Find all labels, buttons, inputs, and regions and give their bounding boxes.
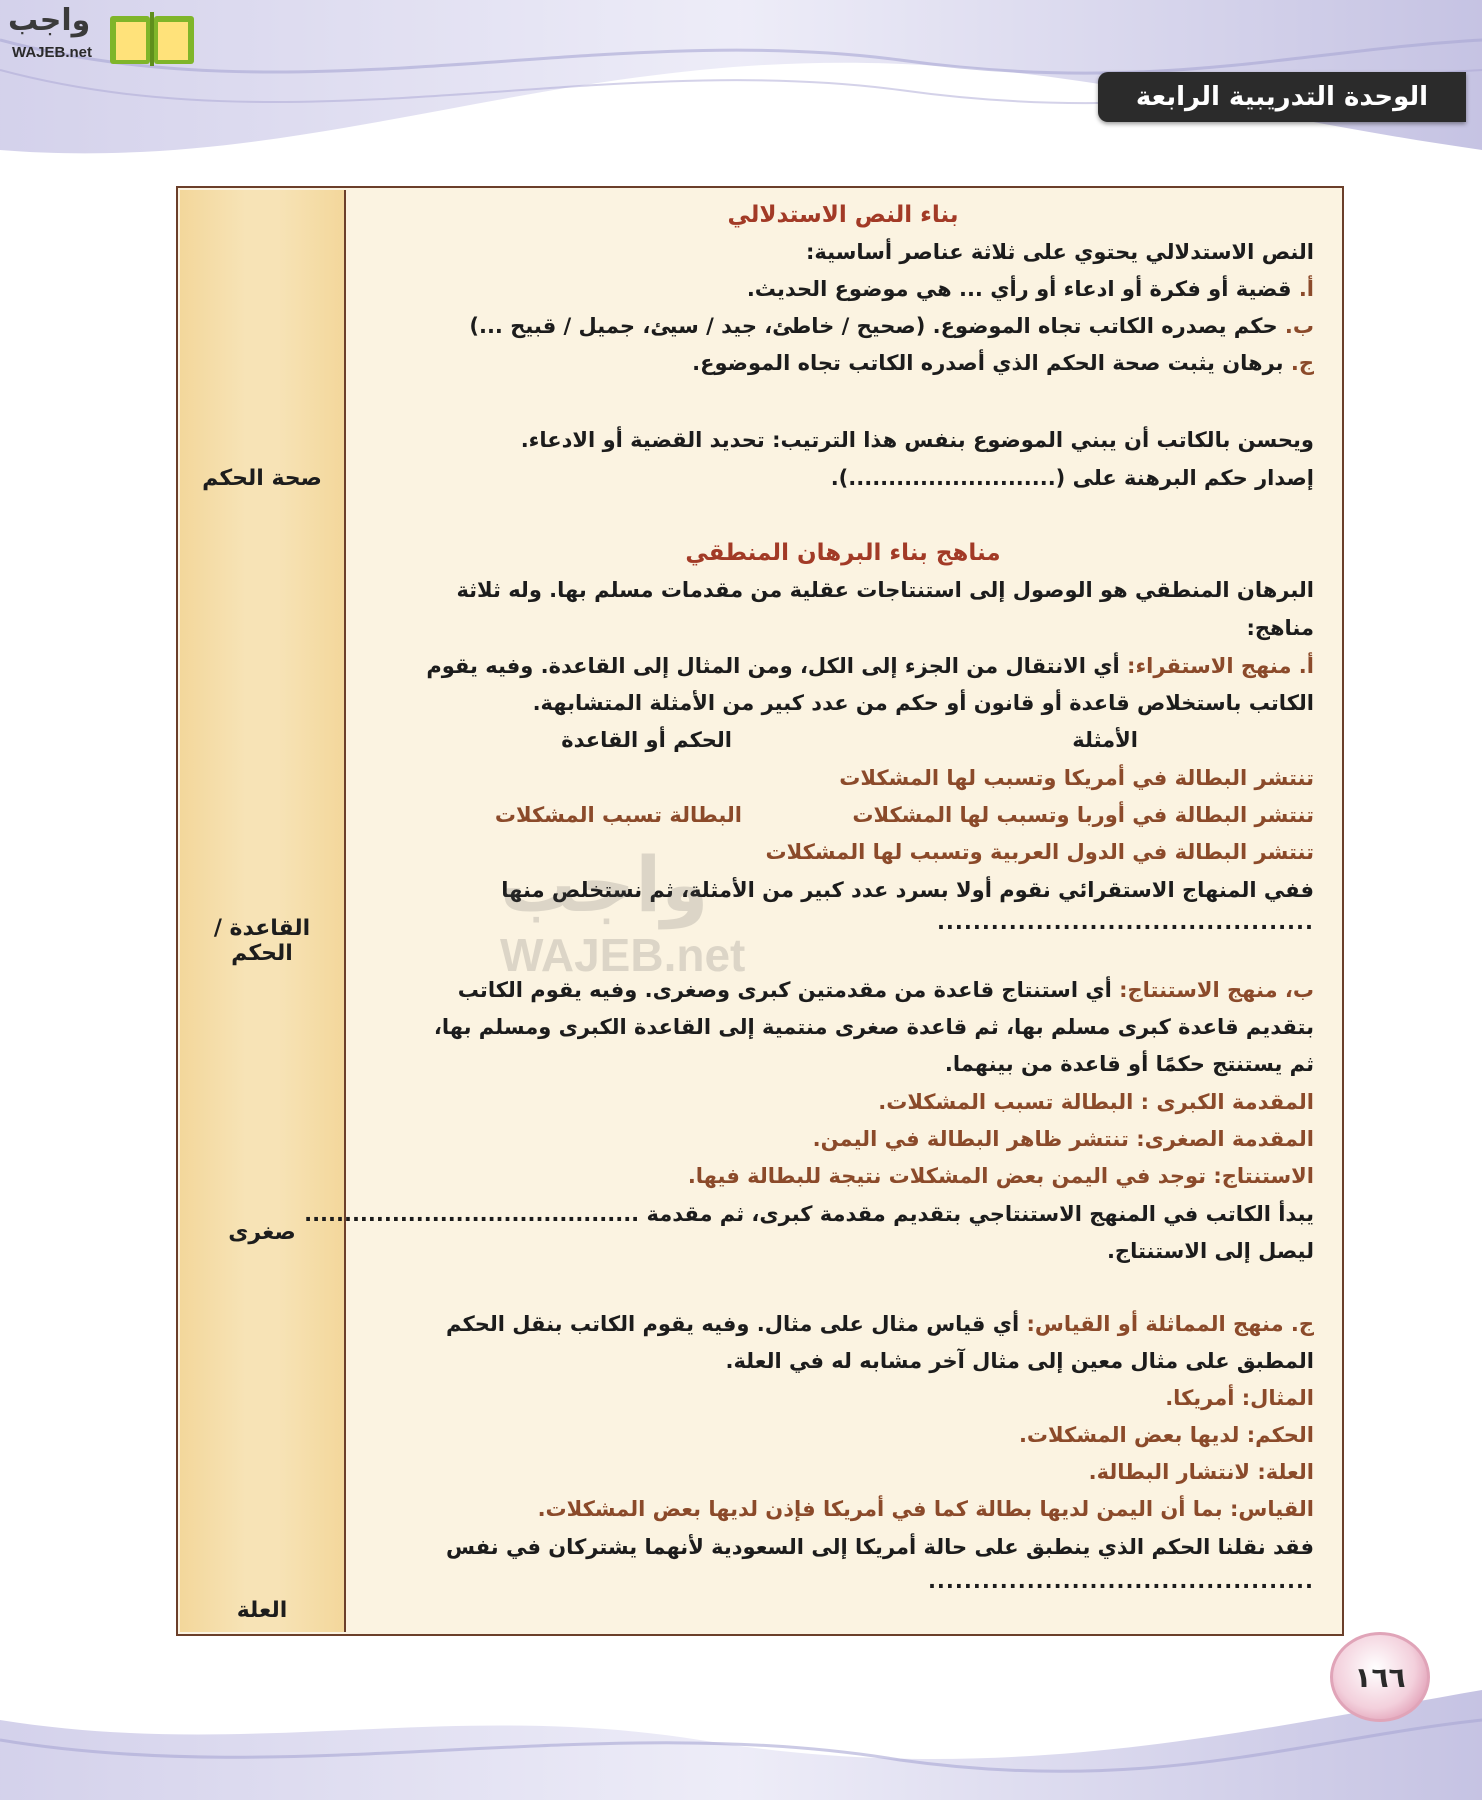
analogy-line1: ج. منهج المماثلة أو القياس: أي قياس مثال على مثال. وفيه يقوم الكاتب بنقل الحكم xyxy=(446,1312,1314,1336)
analogy-blank: ........................................... xyxy=(927,1569,1314,1593)
section1-item-a: أ. قضية أو فكرة أو ادعاء أو رأي ... هي موضوع الحديث. xyxy=(746,277,1314,301)
side-label-judgment-validity: صحة الحكم xyxy=(202,466,322,491)
book-icon xyxy=(108,6,196,68)
conclusion: الاستنتاج: توجد في اليمن بعض المشكلات نتيجة للبطالة فيها. xyxy=(687,1164,1314,1188)
analogy-cause: العلة: لانتشار البطالة. xyxy=(1088,1460,1314,1484)
section2-intro-line2: مناهج: xyxy=(1246,616,1314,640)
section2-title: مناهج بناء البرهان المنطقي xyxy=(685,540,1001,566)
induction-label: أ. منهج الاستقراء: xyxy=(1127,654,1314,678)
example-3: تنتشر البطالة في الدول العربية وتسبب لها المشكلات xyxy=(765,840,1314,864)
example-2: تنتشر البطالة في أوربا وتسبب لها المشكلات xyxy=(852,803,1314,827)
rule-column-header: الحكم أو القاعدة xyxy=(561,728,732,752)
main-content xyxy=(304,188,1338,1634)
induction-blank: .......................................... xyxy=(936,910,1314,934)
analogy-label: ج. منهج المماثلة أو القياس: xyxy=(1026,1312,1314,1336)
analogy-analogy: القياس: بما أن اليمن لديها بطالة كما في أمريكا فإذن لديها بعض المشكلات. xyxy=(537,1497,1314,1521)
answer-column xyxy=(180,190,346,1632)
deduction-line3: ثم يستنتج حكمًا أو قاعدة من بينهما. xyxy=(944,1052,1314,1076)
deduction-line1: ب، منهج الاستنتاج: أي استنتاج قاعدة من مقدمتين كبرى وصغرى. وفيه يقوم الكاتب xyxy=(457,978,1314,1002)
side-label-minor: صغرى xyxy=(228,1220,296,1245)
section1-paragraph-line1: ويحسن بالكاتب أن يبني الموضوع بنفس هذا الترتيب: تحديد القضية أو الادعاء. xyxy=(520,428,1314,452)
major-premise: المقدمة الكبرى : البطالة تسبب المشكلات. xyxy=(878,1090,1314,1114)
logo-english-text: WAJEB.net xyxy=(12,44,93,61)
page-number-badge xyxy=(1330,1632,1430,1722)
analogy-summary: فقد نقلنا الحكم الذي ينطبق على حالة أمريكا إلى السعودية لأنهما يشتركان في نفس xyxy=(445,1535,1314,1559)
wajeb-logo[interactable] xyxy=(8,4,198,70)
analogy-judgment: الحكم: لديها بعض المشكلات. xyxy=(1018,1423,1314,1447)
page-number: ١٦٦ xyxy=(1354,1660,1406,1694)
deduction-summary-end: ليصل إلى الاستنتاج. xyxy=(1106,1239,1314,1263)
unit-title: الوحدة التدريبية الرابعة xyxy=(1135,82,1429,112)
deduction-label: ب، منهج الاستنتاج: xyxy=(1119,978,1314,1002)
analogy-line2: المطبق على مثال معين إلى مثال آخر مشابه له في العلة. xyxy=(725,1349,1314,1373)
analogy-example: المثال: أمريكا. xyxy=(1165,1386,1314,1410)
unit-title-banner xyxy=(1098,72,1466,122)
section1-item-c: ج. برهان يثبت صحة الحكم الذي أصدره الكاتب تجاه الموضوع. xyxy=(692,351,1314,375)
content-table xyxy=(176,186,1344,1636)
minor-premise: المقدمة الصغرى: تنتشر ظاهر البطالة في اليمن. xyxy=(812,1127,1314,1151)
induction-line1: أ. منهج الاستقراء: أي الانتقال من الجزء إلى الكل، ومن المثال إلى القاعدة. وفيه يقوم xyxy=(426,654,1314,678)
section2-intro-line1: البرهان المنطقي هو الوصول إلى استنتاجات عقلية من مقدمات مسلم بها. وله ثلاثة xyxy=(456,578,1314,602)
logo-arabic-text: واجب xyxy=(8,3,91,38)
induction-line2: الكاتب باستخلاص قاعدة أو قانون أو حكم من عدد كبير من الأمثلة المتشابهة. xyxy=(532,691,1314,715)
section1-title: بناء النص الاستدلالي xyxy=(727,202,959,228)
rule-value: البطالة تسبب المشكلات xyxy=(494,803,742,827)
induction-summary: ففي المنهاج الاستقرائي نقوم أولا بسرد عدد كبير من الأمثلة، ثم نستخلص منها xyxy=(501,878,1314,902)
section1-paragraph-line2: إصدار حكم البرهنة على (..........................). xyxy=(830,466,1314,490)
side-label-cause: العلة xyxy=(236,1598,288,1623)
section1-item-b: ب. حكم يصدره الكاتب تجاه الموضوع. (صحيح / خاطئ، جيد / سيئ، جميل / قبيح ...) xyxy=(469,314,1314,338)
section1-intro: النص الاستدلالي يحتوي على ثلاثة عناصر أساسية: xyxy=(806,240,1314,264)
example-1: تنتشر البطالة في أمريكا وتسبب لها المشكلات xyxy=(839,766,1314,790)
examples-column-header: الأمثلة xyxy=(1072,728,1138,752)
deduction-summary: يبدأ الكاتب في المنهج الاستنتاجي بتقديم مقدمة كبرى، ثم مقدمة .......................................... xyxy=(304,1202,1314,1226)
deduction-line2: بتقديم قاعدة كبرى مسلم بها، ثم قاعدة صغرى منتمية إلى القاعدة الكبرى ومسلم بها، xyxy=(433,1015,1314,1039)
side-label-rule: القاعدة / الحكم xyxy=(213,916,311,966)
deduction-blank: .......................................... xyxy=(304,1202,640,1226)
